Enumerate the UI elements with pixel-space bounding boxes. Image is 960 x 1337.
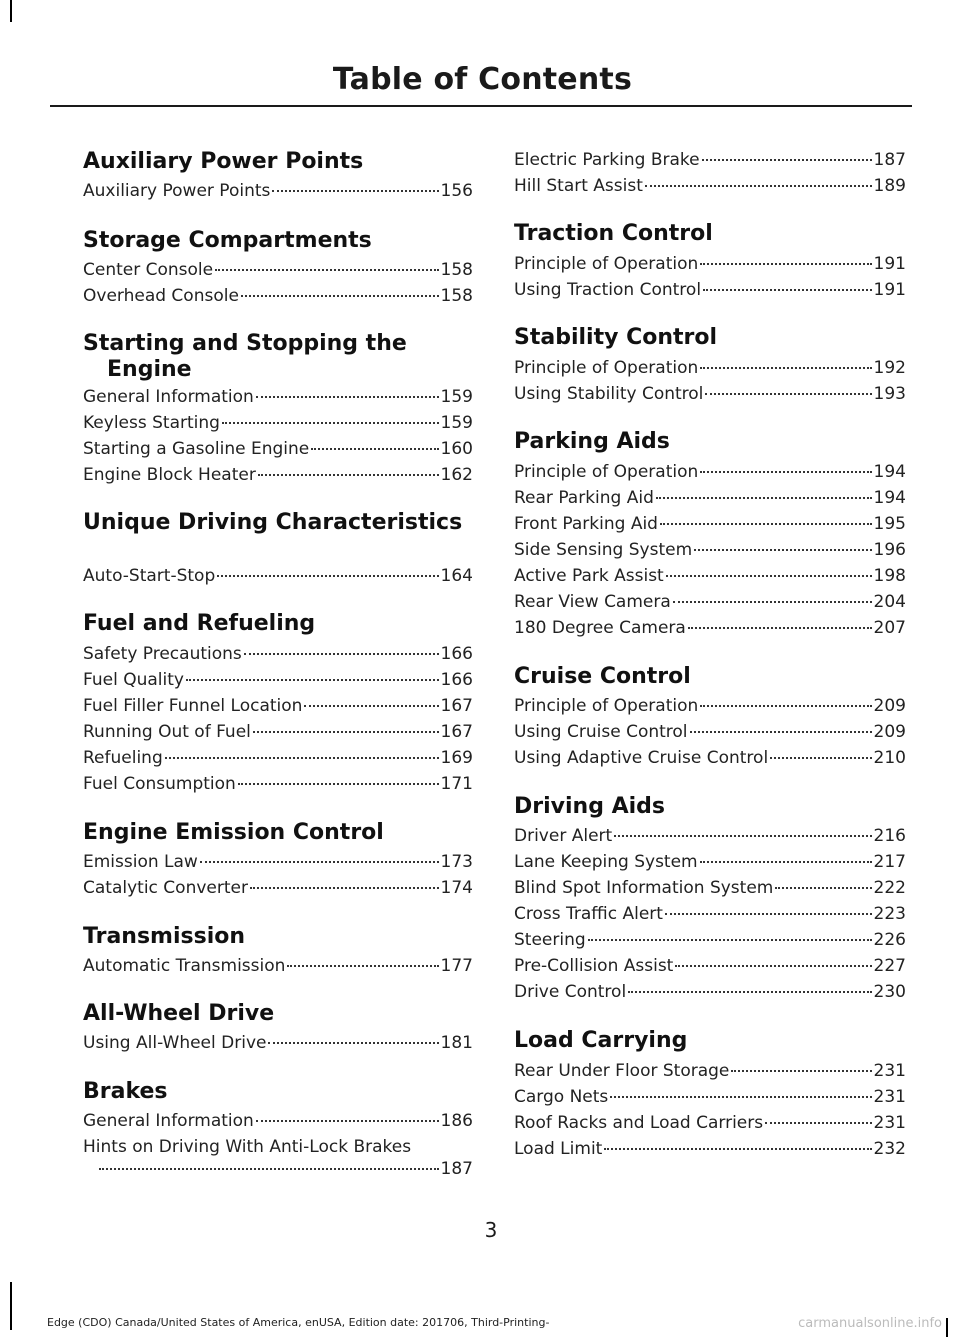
toc-entry-page: 195 xyxy=(873,514,906,534)
toc-entry-label: Drive Control xyxy=(514,982,627,1002)
toc-entry-label: Engine Block Heater xyxy=(83,465,256,485)
toc-entry-page: 181 xyxy=(440,1033,473,1053)
section-title: Stability Control xyxy=(514,325,718,350)
toc-entry[interactable] xyxy=(514,253,906,275)
toc-entry[interactable] xyxy=(514,383,906,405)
toc-entry[interactable] xyxy=(514,851,906,873)
crop-mark-bottom-left xyxy=(10,1282,12,1330)
toc-entry-label: Using Stability Control xyxy=(514,384,704,404)
toc-entry-label: Cross Traffic Alert xyxy=(514,904,663,924)
toc-entry-page: 177 xyxy=(440,956,473,976)
dot-leader xyxy=(610,1096,871,1098)
dot-leader xyxy=(272,190,438,192)
section-title: Parking Aids xyxy=(514,429,670,454)
toc-entry[interactable] xyxy=(514,955,906,977)
toc-entry[interactable] xyxy=(83,669,473,691)
toc-entry-label: Principle of Operation xyxy=(514,696,699,716)
page-title: Table of Contents xyxy=(332,62,632,97)
dot-leader xyxy=(688,627,872,629)
toc-entry-page: 193 xyxy=(873,384,906,404)
toc-entry-page: 232 xyxy=(873,1139,906,1159)
toc-entry[interactable] xyxy=(514,877,906,899)
toc-entry[interactable] xyxy=(514,721,906,743)
toc-entry-page: 169 xyxy=(440,748,473,768)
toc-entry-label: Rear Parking Aid xyxy=(514,488,654,508)
dot-leader xyxy=(222,422,439,424)
toc-entry-page: 209 xyxy=(873,722,906,742)
toc-entry-page: 226 xyxy=(873,930,906,950)
toc-entry-label: Steering xyxy=(514,930,586,950)
dot-leader xyxy=(287,965,438,967)
toc-entry[interactable] xyxy=(514,565,906,587)
section-title: Engine Emission Control xyxy=(83,820,384,845)
section-title: Brakes xyxy=(83,1079,168,1104)
toc-entry[interactable] xyxy=(514,617,906,639)
dot-leader xyxy=(256,396,439,398)
dot-leader xyxy=(666,575,872,577)
dot-leader xyxy=(588,939,872,941)
toc-entry-page: 204 xyxy=(873,592,906,612)
toc-entry-label: Using All-Wheel Drive xyxy=(83,1033,267,1053)
toc-entry-page: 174 xyxy=(440,878,473,898)
section-title: All-Wheel Drive xyxy=(83,1001,275,1026)
toc-entry[interactable] xyxy=(514,1086,906,1108)
toc-entry-page: 194 xyxy=(873,462,906,482)
toc-entry-page: 187 xyxy=(440,1159,473,1179)
toc-entry-page: 186 xyxy=(440,1111,473,1131)
dot-leader xyxy=(268,1042,438,1044)
dot-leader xyxy=(604,1148,871,1150)
toc-entry[interactable] xyxy=(514,539,906,561)
toc-entry-page: 222 xyxy=(873,878,906,898)
toc-entry-label: Using Adaptive Cruise Control xyxy=(514,748,769,768)
section-title: Driving Aids xyxy=(514,794,666,819)
toc-entry-label: Keyless Starting xyxy=(83,413,220,433)
dot-leader xyxy=(238,783,439,785)
toc-entry-label: Emission Law xyxy=(83,852,198,872)
toc-entry[interactable] xyxy=(514,513,906,535)
crop-mark-top-left xyxy=(10,0,12,22)
dot-leader xyxy=(628,991,871,993)
toc-entry[interactable] xyxy=(83,412,473,434)
toc-entry[interactable] xyxy=(83,438,473,460)
toc-entry[interactable] xyxy=(83,851,473,873)
toc-entry-label: Center Console xyxy=(83,260,214,280)
toc-entry[interactable] xyxy=(83,955,473,977)
toc-entry-page: 166 xyxy=(440,670,473,690)
toc-entry[interactable] xyxy=(83,565,473,587)
edition-footer: Edge (CDO) Canada/United States of America, enUSA, Edition date: 201706, Third-Printing- xyxy=(47,1316,550,1329)
section-title: Starting and Stopping the Engine xyxy=(83,331,407,382)
toc-entry-page: 173 xyxy=(440,852,473,872)
toc-entry-label: Auto-Start-Stop xyxy=(83,566,216,586)
toc-entry-label: Overhead Console xyxy=(83,286,239,306)
toc-entry[interactable] xyxy=(83,180,473,202)
toc-entry-label: Principle of Operation xyxy=(514,254,699,274)
toc-entry-label: 180 Degree Camera xyxy=(514,618,686,638)
toc-entry[interactable] xyxy=(83,773,473,795)
dot-leader xyxy=(656,497,872,499)
toc-entry[interactable] xyxy=(83,259,473,281)
toc-entry-page: 207 xyxy=(873,618,906,638)
dot-leader xyxy=(700,471,871,473)
toc-entry-page: 159 xyxy=(440,413,473,433)
toc-entry[interactable] xyxy=(83,643,473,665)
toc-entry-label: Fuel Quality xyxy=(83,670,184,690)
toc-entry-page: 159 xyxy=(440,387,473,407)
toc-entry[interactable] xyxy=(514,357,906,379)
toc-entry[interactable] xyxy=(83,285,473,307)
dot-leader xyxy=(217,575,438,577)
toc-entry-label: Driver Alert xyxy=(514,826,613,846)
dot-leader xyxy=(775,887,871,889)
toc-entry-page: 156 xyxy=(440,181,473,201)
dot-leader xyxy=(244,653,439,655)
page-number: 3 xyxy=(484,1218,498,1242)
dot-leader xyxy=(703,289,871,291)
dot-leader xyxy=(645,185,872,187)
toc-entry-label: Running Out of Fuel xyxy=(83,722,251,742)
toc-entry-label: Auxiliary Power Points xyxy=(83,181,271,201)
toc-entry-page: 162 xyxy=(440,465,473,485)
toc-entry-label: Using Cruise Control xyxy=(514,722,688,742)
toc-entry-label: Load Limit xyxy=(514,1139,603,1159)
toc-entry[interactable] xyxy=(514,279,906,301)
toc-entry-page: 189 xyxy=(873,176,906,196)
section-title: Load Carrying xyxy=(514,1028,688,1053)
toc-entry-label: Safety Precautions xyxy=(83,644,242,664)
toc-entry-page: 194 xyxy=(873,488,906,508)
watermark: carmanualsonline.info xyxy=(798,1316,942,1331)
toc-entry[interactable] xyxy=(83,1032,473,1054)
dot-leader xyxy=(250,887,439,889)
section-title: Fuel and Refueling xyxy=(83,611,316,636)
toc-entry-page: 198 xyxy=(873,566,906,586)
toc-entry-page: 164 xyxy=(440,566,473,586)
dot-leader xyxy=(702,159,872,161)
toc-entry[interactable] xyxy=(514,461,906,483)
toc-entry-page: 216 xyxy=(873,826,906,846)
toc-entry-page: 192 xyxy=(873,358,906,378)
toc-entry[interactable] xyxy=(83,877,473,899)
toc-entry-label: Rear Under Floor Storage xyxy=(514,1061,730,1081)
toc-entry[interactable] xyxy=(514,903,906,925)
section-title: Transmission xyxy=(83,924,246,949)
crop-mark-bottom-right xyxy=(946,1318,948,1337)
toc-entry-page: 231 xyxy=(873,1087,906,1107)
toc-entry-label: Automatic Transmission xyxy=(83,956,286,976)
dot-leader xyxy=(186,679,439,681)
toc-entry[interactable] xyxy=(514,1112,906,1134)
toc-entry-label: Pre-Collision Assist xyxy=(514,956,674,976)
dot-leader xyxy=(694,549,871,551)
toc-entry-page: 227 xyxy=(873,956,906,976)
dot-leader xyxy=(765,1122,871,1124)
dot-leader xyxy=(241,295,439,297)
toc-entry-page: 158 xyxy=(440,260,473,280)
section-title: Storage Compartments xyxy=(83,228,372,253)
toc-entry-label: General Information xyxy=(83,1111,254,1131)
toc-entry[interactable] xyxy=(83,747,473,769)
dot-leader xyxy=(673,601,872,603)
dot-leader xyxy=(660,523,872,525)
section-title: Unique Driving Characteristics xyxy=(83,510,463,535)
toc-entry[interactable] xyxy=(83,695,473,717)
dot-leader xyxy=(200,861,439,863)
section-title: Cruise Control xyxy=(514,664,691,689)
dot-leader xyxy=(253,731,439,733)
toc-entry-page: 167 xyxy=(440,696,473,716)
toc-entry-page: 196 xyxy=(873,540,906,560)
toc-entry[interactable] xyxy=(514,825,906,847)
dot-leader xyxy=(256,1120,439,1122)
toc-entry-label: General Information xyxy=(83,387,254,407)
dot-leader xyxy=(690,731,872,733)
toc-entry-page: 217 xyxy=(873,852,906,872)
toc-entry-label: Cargo Nets xyxy=(514,1087,609,1107)
toc-entry-label: Side Sensing System xyxy=(514,540,693,560)
toc-entry-page: 231 xyxy=(873,1061,906,1081)
toc-entry[interactable] xyxy=(514,747,906,769)
toc-entry[interactable] xyxy=(514,929,906,951)
toc-entry[interactable] xyxy=(514,1060,906,1082)
dot-leader xyxy=(700,367,871,369)
toc-entry-label: Principle of Operation xyxy=(514,358,699,378)
toc-entry[interactable] xyxy=(514,695,906,717)
dot-leader xyxy=(215,269,438,271)
dot-leader xyxy=(165,757,439,759)
dot-leader xyxy=(770,757,871,759)
toc-entry-label: Active Park Assist xyxy=(514,566,664,586)
toc-entry[interactable] xyxy=(83,386,473,408)
toc-entry[interactable] xyxy=(514,591,906,613)
toc-entry-label: Lane Keeping System xyxy=(514,852,698,872)
toc-entry-label: Refueling xyxy=(83,748,163,768)
toc-entry-page: 209 xyxy=(873,696,906,716)
dot-leader xyxy=(665,913,872,915)
toc-entry[interactable] xyxy=(514,487,906,509)
toc-entry[interactable] xyxy=(514,175,906,197)
toc-entry-page: 160 xyxy=(440,439,473,459)
toc-entry-label: Electric Parking Brake xyxy=(514,150,700,170)
section-title: Traction Control xyxy=(514,221,713,246)
toc-entry-page: 158 xyxy=(440,286,473,306)
toc-entry-page: 230 xyxy=(873,982,906,1002)
toc-entry-page: 210 xyxy=(873,748,906,768)
toc-entry-page: 231 xyxy=(873,1113,906,1133)
toc-entry[interactable] xyxy=(514,149,906,171)
dot-leader xyxy=(700,861,872,863)
toc-entry[interactable] xyxy=(83,1110,473,1132)
toc-entry-page: 187 xyxy=(873,150,906,170)
toc-entry-label: Starting a Gasoline Engine xyxy=(83,439,310,459)
toc-entry-label: Front Parking Aid xyxy=(514,514,658,534)
toc-entry[interactable] xyxy=(83,464,473,486)
toc-entry-label: Hints on Driving With Anti-Lock Brakes xyxy=(83,1137,412,1157)
toc-entry-page: 166 xyxy=(440,644,473,664)
toc-entry-label: Fuel Filler Funnel Location xyxy=(83,696,303,716)
toc-entry-page: 167 xyxy=(440,722,473,742)
dot-leader xyxy=(311,448,438,450)
toc-entry[interactable] xyxy=(514,981,906,1003)
toc-entry-label: Principle of Operation xyxy=(514,462,699,482)
toc-entry-label: Roof Racks and Load Carriers xyxy=(514,1113,764,1133)
dot-leader xyxy=(700,705,871,707)
toc-entry-label: Fuel Consumption xyxy=(83,774,236,794)
dot-leader xyxy=(675,965,871,967)
toc-entry-label: Blind Spot Information System xyxy=(514,878,774,898)
toc-entry-page: 191 xyxy=(873,280,906,300)
toc-entry[interactable] xyxy=(514,1138,906,1160)
dot-leader xyxy=(731,1070,871,1072)
dot-leader xyxy=(99,1168,439,1170)
dot-leader xyxy=(614,835,871,837)
toc-entry-label: Hill Start Assist xyxy=(514,176,643,196)
toc-entry-page: 223 xyxy=(873,904,906,924)
toc-entry[interactable] xyxy=(83,1136,473,1180)
header-rule xyxy=(50,105,912,107)
toc-entry[interactable] xyxy=(83,721,473,743)
dot-leader xyxy=(258,474,439,476)
toc-entry-label: Using Traction Control xyxy=(514,280,702,300)
toc-entry-label: Rear View Camera xyxy=(514,592,671,612)
toc-entry-page: 191 xyxy=(873,254,906,274)
dot-leader xyxy=(705,393,871,395)
dot-leader xyxy=(304,705,438,707)
toc-entry-page: 171 xyxy=(440,774,473,794)
toc-entry-label: Catalytic Converter xyxy=(83,878,248,898)
dot-leader xyxy=(700,263,871,265)
section-title: Auxiliary Power Points xyxy=(83,149,364,174)
